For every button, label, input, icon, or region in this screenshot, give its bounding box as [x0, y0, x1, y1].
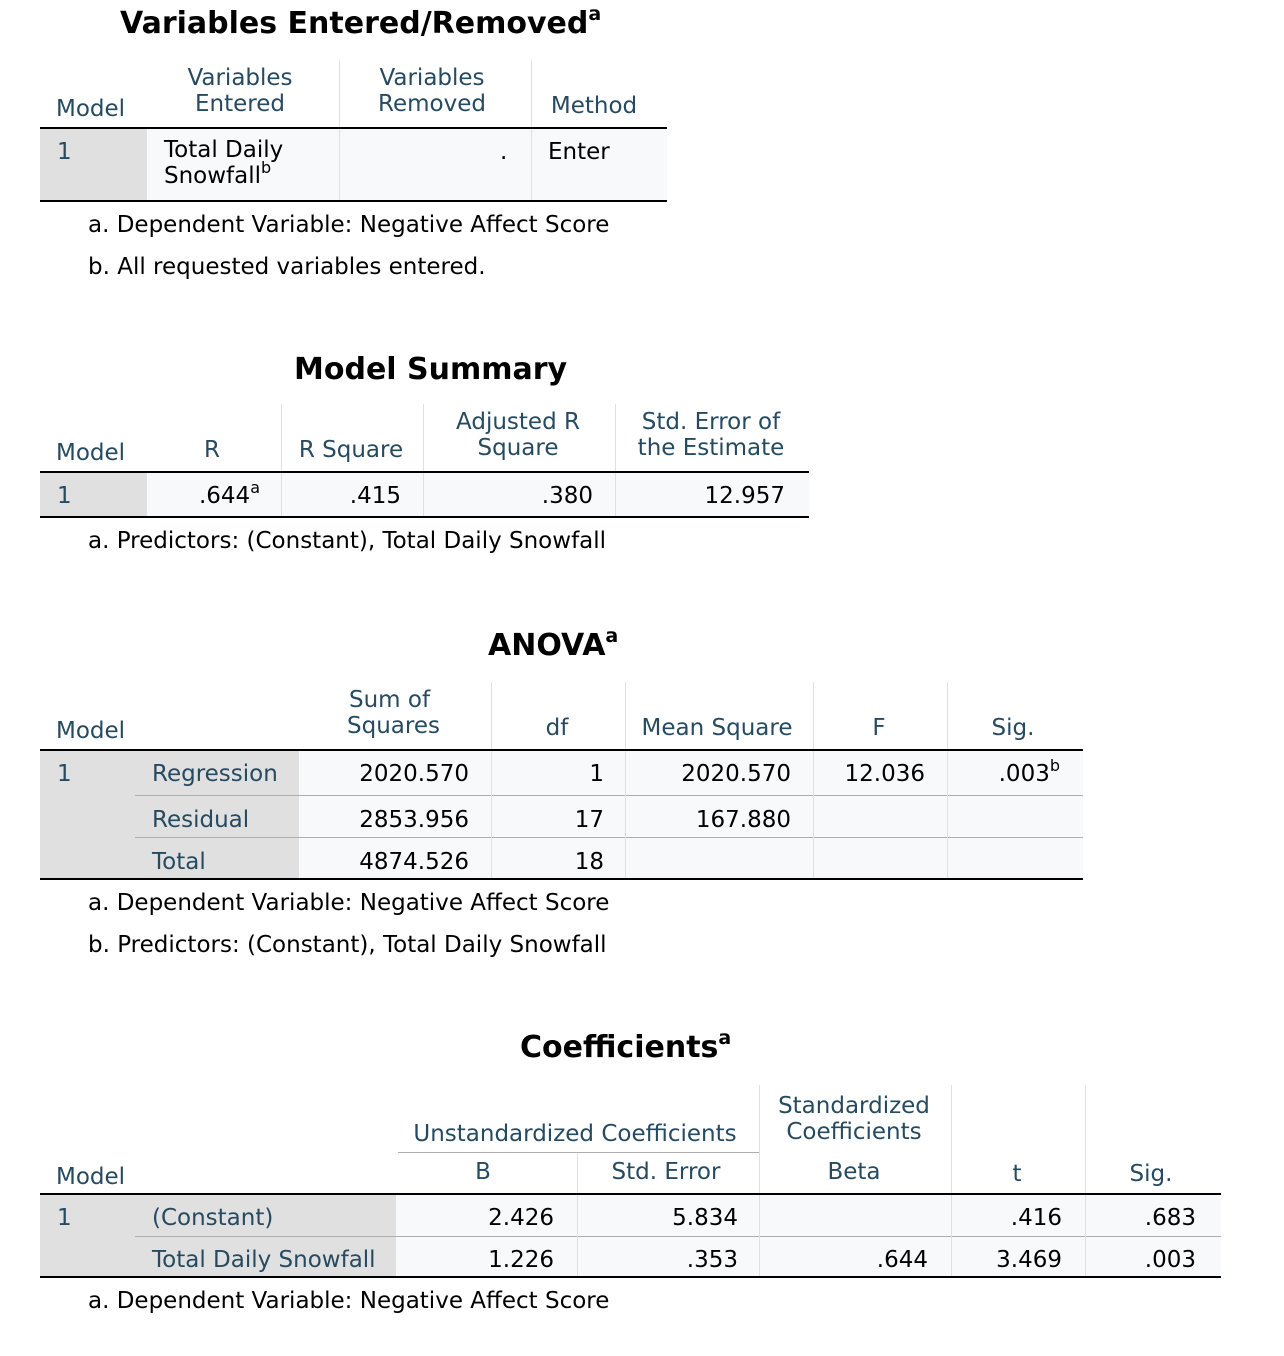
header-variables-entered-line1: Variables	[187, 65, 293, 91]
cell-mean-square: 167.880	[695, 807, 791, 833]
cell-std-error: .353	[686, 1247, 738, 1273]
title-text: ANOVA	[488, 628, 606, 663]
header-mean-square: Mean Square	[641, 715, 793, 741]
footnote-b: b. Predictors: (Constant), Total Daily Snowfall	[88, 932, 607, 958]
header-std-error: Std. Error	[611, 1159, 721, 1185]
header-method: Method	[550, 93, 638, 119]
cell-variables-removed: .	[500, 139, 508, 165]
header-sig: Sig.	[1129, 1161, 1173, 1187]
cell-t: 3.469	[996, 1247, 1062, 1273]
cell-df: 18	[574, 849, 604, 875]
title-text: Variables Entered/Removed	[120, 6, 589, 41]
header-variables-removed-line2: Removed	[378, 91, 486, 117]
row-model-number: 1	[57, 1205, 72, 1231]
cell-beta: .644	[876, 1247, 928, 1273]
header-model: Model	[56, 440, 126, 466]
row-model-number: 1	[57, 483, 72, 509]
title-text: Coefficients	[520, 1030, 719, 1065]
header-model: Model	[56, 1164, 126, 1190]
cell-variables-entered	[164, 137, 283, 191]
header-std-error-line2: the Estimate	[637, 435, 785, 461]
header-t: t	[1012, 1161, 1022, 1187]
title-footnote-marker: a	[718, 1027, 732, 1049]
cell-b: 1.226	[488, 1247, 554, 1273]
header-model: Model	[56, 96, 126, 122]
header-sum-of-squares-line1: Sum of	[349, 687, 431, 713]
cell-df: 1	[589, 761, 604, 787]
table-title: Model Summary	[294, 352, 568, 387]
header-unstandardized-coefficients: Unstandardized Coefficients	[413, 1121, 737, 1147]
row-label-residual: Residual	[152, 807, 250, 833]
row-model-number: 1	[57, 139, 72, 165]
cell-r-value: .644	[198, 483, 251, 509]
cell-sum-of-squares: 4874.526	[359, 849, 469, 875]
header-standardized-coefficients-line1: Standardized	[778, 1093, 930, 1119]
cell-f: 12.036	[844, 761, 925, 787]
header-sig: Sig.	[991, 715, 1035, 741]
footnote-marker: b	[1049, 756, 1060, 775]
table-title	[488, 625, 619, 663]
table-title	[520, 1027, 732, 1065]
header-std-error-line1: Std. Error of	[641, 409, 781, 435]
header-beta: Beta	[827, 1159, 881, 1185]
header-variables-entered-line2: Entered	[195, 91, 285, 117]
header-b: B	[475, 1159, 491, 1185]
title-footnote-marker: a	[588, 3, 602, 25]
cell-sig: .003	[1144, 1247, 1196, 1273]
footnote-a: a. Dependent Variable: Negative Affect Score	[88, 212, 610, 238]
cell-sig: .683	[1144, 1205, 1196, 1231]
cell-b: 2.426	[488, 1205, 554, 1231]
cell-entered-line1: Total Daily	[164, 137, 284, 163]
cell-entered-text: Snowfall	[164, 163, 262, 189]
header-adjusted-r-square-line1: Adjusted R	[456, 409, 580, 435]
cell-entered-line2	[164, 158, 283, 191]
row-label-total: Total	[152, 849, 206, 875]
cell-method: Enter	[548, 139, 610, 165]
cell-sum-of-squares: 2020.570	[359, 761, 469, 787]
header-r-square: R Square	[298, 437, 404, 463]
cell-sum-of-squares: 2853.956	[359, 807, 469, 833]
header-standardized-coefficients-line2: Coefficients	[786, 1119, 922, 1145]
footnote-marker: a	[250, 478, 260, 497]
header-model: Model	[56, 718, 126, 744]
cell-r	[150, 478, 260, 509]
row-label-constant: (Constant)	[152, 1205, 274, 1231]
header-df: df	[545, 715, 569, 741]
header-f: F	[872, 715, 886, 741]
cell-r-square: .415	[349, 483, 401, 509]
footnote-a: a. Predictors: (Constant), Total Daily Snowfall	[88, 528, 607, 554]
row-label-regression: Regression	[152, 761, 278, 787]
cell-mean-square: 2020.570	[681, 761, 791, 787]
cell-t: .416	[1010, 1205, 1062, 1231]
footnote-a: a. Dependent Variable: Negative Affect Score	[88, 1288, 610, 1314]
footnote-a: a. Dependent Variable: Negative Affect Score	[88, 890, 610, 916]
header-variables-removed-line1: Variables	[379, 65, 485, 91]
cell-std-error-estimate: 12.957	[704, 483, 785, 509]
header-r: R	[204, 437, 220, 463]
header-sum-of-squares-line2: Squares	[347, 713, 440, 739]
row-label-total-daily-snowfall: Total Daily Snowfall	[152, 1247, 376, 1273]
cell-sig	[950, 756, 1060, 787]
cell-std-error: 5.834	[672, 1205, 738, 1231]
header-adjusted-r-square-line2: Square	[477, 435, 559, 461]
cell-df: 17	[574, 807, 604, 833]
row-model-number: 1	[57, 761, 72, 787]
title-footnote-marker: a	[605, 625, 619, 647]
table-title	[120, 3, 602, 41]
cell-adjusted-r-square: .380	[541, 483, 593, 509]
footnote-b: b. All requested variables entered.	[88, 254, 486, 280]
cell-sig-value: .003	[998, 761, 1050, 787]
footnote-marker: b	[261, 158, 272, 177]
